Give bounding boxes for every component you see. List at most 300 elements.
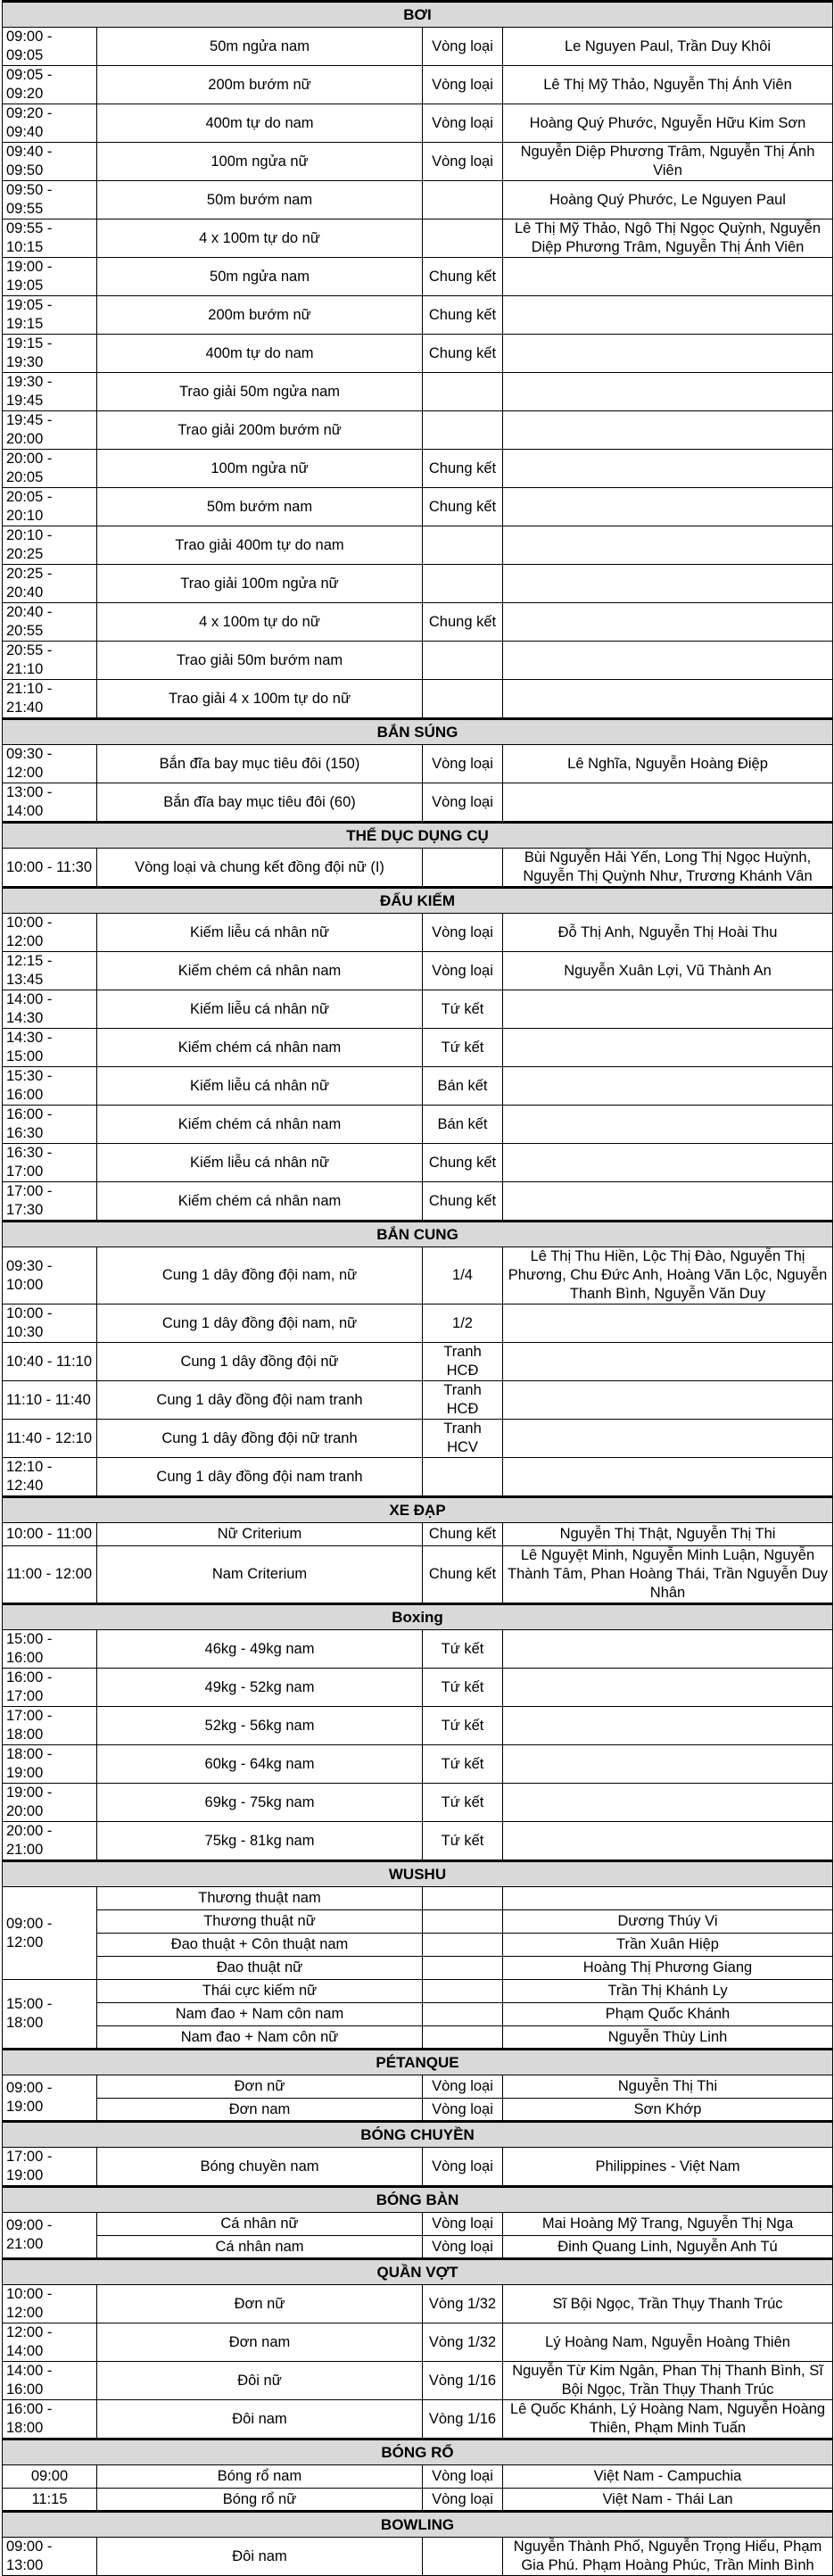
schedule-row: [3, 219, 833, 258]
round-cell: [423, 1458, 503, 1497]
schedule-row: [3, 2489, 833, 2512]
time-cell: 19:05 - 19:15: [3, 296, 97, 335]
round-cell: [423, 1910, 503, 1934]
event-cell: Trao giải 50m bướm nam: [97, 642, 423, 680]
time-cell: 09:00 - 12:00: [3, 1887, 97, 1980]
event-cell: Đơn nữ: [97, 2285, 423, 2323]
round-cell: Vòng loại: [423, 2099, 503, 2122]
schedule-row: [3, 914, 833, 952]
round-cell: Chung kết: [423, 488, 503, 526]
round-cell: [423, 2003, 503, 2026]
section-header: [3, 2259, 833, 2285]
athletes-cell: [503, 1420, 833, 1458]
athletes-cell: [503, 1707, 833, 1745]
round-cell: Chung kết: [423, 1182, 503, 1222]
time-cell: 09:00 - 13:00: [3, 2538, 97, 2576]
athletes-cell: [503, 488, 833, 526]
time-cell: 20:40 - 20:55: [3, 603, 97, 642]
round-cell: [423, 219, 503, 258]
schedule-row: [3, 143, 833, 181]
event-cell: Bóng rổ nữ: [97, 2489, 423, 2512]
round-cell: Chung kết: [423, 296, 503, 335]
event-cell: 49kg - 52kg nam: [97, 1669, 423, 1707]
athletes-cell: [503, 1630, 833, 1669]
event-cell: Vòng loại và chung kết đồng đội nữ (I): [97, 849, 423, 888]
schedule-row: [3, 2285, 833, 2323]
time-cell: 19:00 - 19:05: [3, 258, 97, 296]
event-cell: Kiếm chém cá nhân nam: [97, 952, 423, 990]
round-cell: Tứ kết: [423, 1822, 503, 1861]
event-cell: Cá nhân nam: [97, 2236, 423, 2259]
athletes-cell: Le Nguyen Paul, Trần Duy Khôi: [503, 28, 833, 66]
event-cell: 75kg - 81kg nam: [97, 1822, 423, 1861]
event-cell: Thái cực kiếm nữ: [97, 1980, 423, 2003]
athletes-cell: Lê Thị Thu Hiền, Lộc Thị Đào, Nguyễn Thị Phương, Chu Đức Anh, Hoàng Văn Lộc, Nguyễn Thanh Bình, Nguyễn Văn Duy: [503, 1247, 833, 1305]
round-cell: Tứ kết: [423, 990, 503, 1029]
schedule-row: [3, 2003, 833, 2026]
time-cell: 09:00 - 19:00: [3, 2075, 97, 2122]
time-cell: 14:30 - 15:00: [3, 1029, 97, 1067]
section-header: [3, 888, 833, 914]
athletes-cell: Nguyễn Thành Phố, Nguyễn Trọng Hiếu, Phạm Gia Phú. Phạm Hoàng Phúc, Trần Minh Bình: [503, 2538, 833, 2576]
time-cell: 19:15 - 19:30: [3, 335, 97, 373]
time-cell: 11:15: [3, 2489, 97, 2512]
schedule-row: [3, 1343, 833, 1381]
schedule-row: [3, 1980, 833, 2003]
event-cell: Nam Criterium: [97, 1546, 423, 1604]
athletes-cell: Đinh Quang Linh, Nguyễn Anh Tú: [503, 2236, 833, 2259]
round-cell: Vòng loại: [423, 104, 503, 143]
schedule-row: [3, 1669, 833, 1707]
time-cell: 20:00 - 20:05: [3, 450, 97, 488]
athletes-cell: [503, 1343, 833, 1381]
round-cell: Vòng loại: [423, 2236, 503, 2259]
event-cell: Đơn nữ: [97, 2075, 423, 2099]
schedule-row: [3, 411, 833, 450]
athletes-cell: Nguyễn Từ Kim Ngân, Phan Thị Thanh Bình, Sĩ Bội Ngọc, Trần Thụy Thanh Trúc: [503, 2362, 833, 2400]
schedule-row: [3, 680, 833, 719]
round-cell: Vòng loại: [423, 2489, 503, 2512]
athletes-cell: [503, 258, 833, 296]
time-cell: 16:00 - 16:30: [3, 1106, 97, 1144]
round-cell: Bán kết: [423, 1067, 503, 1106]
section-title: QUẦN VỢT: [3, 2259, 833, 2285]
round-cell: [423, 2538, 503, 2576]
athletes-cell: Hoàng Quý Phước, Le Nguyen Paul: [503, 181, 833, 219]
round-cell: Vòng 1/32: [423, 2285, 503, 2323]
event-cell: Cung 1 dây đồng đội nam, nữ: [97, 1305, 423, 1343]
schedule-row: [3, 335, 833, 373]
time-cell: 21:10 - 21:40: [3, 680, 97, 719]
schedule-row: [3, 488, 833, 526]
schedule-row: [3, 1957, 833, 1980]
schedule-row: [3, 1630, 833, 1669]
round-cell: Tứ kết: [423, 1707, 503, 1745]
round-cell: Vòng loại: [423, 2465, 503, 2489]
event-cell: Kiếm liễu cá nhân nữ: [97, 914, 423, 952]
schedule-row: [3, 1029, 833, 1067]
section-title: BÓNG RỔ: [3, 2439, 833, 2465]
section-header: [3, 1222, 833, 1247]
athletes-cell: Hoàng Quý Phước, Nguyễn Hữu Kim Sơn: [503, 104, 833, 143]
time-cell: 14:00 - 16:00: [3, 2362, 97, 2400]
round-cell: [423, 849, 503, 888]
schedule-row: [3, 990, 833, 1029]
event-cell: Bắn đĩa bay mục tiêu đôi (60): [97, 783, 423, 823]
athletes-cell: [503, 1067, 833, 1106]
schedule-row: [3, 2075, 833, 2099]
time-cell: 13:00 - 14:00: [3, 783, 97, 823]
schedule-row: [3, 1707, 833, 1745]
schedule-row: [3, 1067, 833, 1106]
round-cell: Vòng 1/32: [423, 2323, 503, 2362]
event-cell: Đôi nam: [97, 2400, 423, 2439]
event-cell: Kiếm liễu cá nhân nữ: [97, 990, 423, 1029]
time-cell: 10:00 - 10:30: [3, 1305, 97, 1343]
athletes-cell: Sơn Khớp: [503, 2099, 833, 2122]
time-cell: 12:00 - 14:00: [3, 2323, 97, 2362]
athletes-cell: Philippines - Việt Nam: [503, 2148, 833, 2187]
round-cell: Tứ kết: [423, 1630, 503, 1669]
event-cell: 50m ngửa nam: [97, 258, 423, 296]
event-cell: Đôi nam: [97, 2538, 423, 2576]
event-cell: Nam đao + Nam côn nam: [97, 2003, 423, 2026]
round-cell: [423, 373, 503, 411]
athletes-cell: [503, 335, 833, 373]
schedule-row: [3, 2538, 833, 2576]
time-cell: 09:40 - 09:50: [3, 143, 97, 181]
schedule-row: [3, 1106, 833, 1144]
time-cell: 09:50 - 09:55: [3, 181, 97, 219]
time-cell: 19:45 - 20:00: [3, 411, 97, 450]
schedule-row: [3, 565, 833, 603]
athletes-cell: [503, 783, 833, 823]
athletes-cell: [503, 1029, 833, 1067]
athletes-cell: Trần Xuân Hiệp: [503, 1934, 833, 1957]
event-cell: 4 x 100m tự do nữ: [97, 219, 423, 258]
athletes-cell: Dương Thúy Vi: [503, 1910, 833, 1934]
time-cell: 12:15 - 13:45: [3, 952, 97, 990]
time-cell: 09:00 - 21:00: [3, 2213, 97, 2259]
athletes-cell: [503, 1745, 833, 1784]
section-title: BOWLING: [3, 2512, 833, 2538]
round-cell: 1/2: [423, 1305, 503, 1343]
event-cell: Kiếm chém cá nhân nam: [97, 1029, 423, 1067]
event-cell: 50m bướm nam: [97, 488, 423, 526]
round-cell: Vòng loại: [423, 914, 503, 952]
event-cell: Cung 1 dây đồng đội nam tranh: [97, 1458, 423, 1497]
athletes-cell: [503, 1144, 833, 1182]
event-cell: Trao giải 200m bướm nữ: [97, 411, 423, 450]
round-cell: Vòng loại: [423, 2148, 503, 2187]
round-cell: Tranh HCĐ: [423, 1343, 503, 1381]
athletes-cell: [503, 1381, 833, 1420]
time-cell: 11:40 - 12:10: [3, 1420, 97, 1458]
schedule-row: [3, 2099, 833, 2122]
athletes-cell: Nguyễn Diệp Phương Trâm, Nguyễn Thị Ánh Viên: [503, 143, 833, 181]
event-cell: 69kg - 75kg nam: [97, 1784, 423, 1822]
event-cell: 4 x 100m tự do nữ: [97, 603, 423, 642]
athletes-cell: [503, 296, 833, 335]
athletes-cell: Lý Hoàng Nam, Nguyễn Hoàng Thiên: [503, 2323, 833, 2362]
schedule-row: [3, 450, 833, 488]
section-title: BÓNG BÀN: [3, 2187, 833, 2213]
schedule-row: [3, 1887, 833, 1910]
time-cell: 19:30 - 19:45: [3, 373, 97, 411]
round-cell: Vòng loại: [423, 745, 503, 783]
round-cell: Tranh HCV: [423, 1420, 503, 1458]
time-cell: 09:55 - 10:15: [3, 219, 97, 258]
athletes-cell: [503, 642, 833, 680]
schedule-row: [3, 1305, 833, 1343]
athletes-cell: [503, 411, 833, 450]
time-cell: 10:00 - 12:00: [3, 914, 97, 952]
round-cell: Vòng loại: [423, 952, 503, 990]
schedule-row: [3, 373, 833, 411]
time-cell: 17:00 - 18:00: [3, 1707, 97, 1745]
section-title: WUSHU: [3, 1861, 833, 1887]
time-cell: 15:00 - 18:00: [3, 1980, 97, 2050]
athletes-cell: [503, 1458, 833, 1497]
round-cell: [423, 565, 503, 603]
schedule-row: [3, 1910, 833, 1934]
schedule-row: [3, 258, 833, 296]
schedule-row: [3, 2323, 833, 2362]
section-title: THỂ DỤC DỤNG CỤ: [3, 823, 833, 849]
athletes-cell: Bùi Nguyễn Hải Yến, Long Thị Ngọc Huỳnh, Nguyễn Thị Quỳnh Như, Trương Khánh Vân: [503, 849, 833, 888]
athletes-cell: [503, 1305, 833, 1343]
section-header: [3, 2, 833, 28]
event-cell: 50m bướm nam: [97, 181, 423, 219]
time-cell: 11:00 - 12:00: [3, 1546, 97, 1604]
round-cell: Tứ kết: [423, 1745, 503, 1784]
round-cell: Bán kết: [423, 1106, 503, 1144]
section-title: BƠI: [3, 2, 833, 28]
time-cell: 16:00 - 18:00: [3, 2400, 97, 2439]
event-cell: Kiếm chém cá nhân nam: [97, 1182, 423, 1222]
time-cell: 12:10 - 12:40: [3, 1458, 97, 1497]
event-cell: Cung 1 dây đồng đội nam tranh: [97, 1381, 423, 1420]
schedule-row: [3, 104, 833, 143]
event-cell: Bắn đĩa bay mục tiêu đôi (150): [97, 745, 423, 783]
round-cell: Chung kết: [423, 258, 503, 296]
schedule-row: [3, 1784, 833, 1822]
schedule-row: [3, 66, 833, 104]
time-cell: 09:30 - 10:00: [3, 1247, 97, 1305]
event-cell: Cung 1 dây đồng đội nam, nữ: [97, 1247, 423, 1305]
section-title: Boxing: [3, 1604, 833, 1630]
schedule-row: [3, 952, 833, 990]
round-cell: [423, 526, 503, 565]
time-cell: 10:40 - 11:10: [3, 1343, 97, 1381]
round-cell: Vòng 1/16: [423, 2400, 503, 2439]
schedule-row: [3, 1458, 833, 1497]
round-cell: [423, 411, 503, 450]
event-cell: 400m tự do nam: [97, 104, 423, 143]
event-cell: 100m ngửa nữ: [97, 143, 423, 181]
athletes-cell: Hoàng Thị Phương Giang: [503, 1957, 833, 1980]
event-cell: 400m tự do nam: [97, 335, 423, 373]
round-cell: Chung kết: [423, 1144, 503, 1182]
section-header: [3, 2122, 833, 2148]
event-cell: Trao giải 100m ngửa nữ: [97, 565, 423, 603]
round-cell: Tứ kết: [423, 1784, 503, 1822]
schedule-row: [3, 2400, 833, 2439]
time-cell: 17:00 - 19:00: [3, 2148, 97, 2187]
event-cell: Nữ Criterium: [97, 1523, 423, 1546]
event-cell: 200m bướm nữ: [97, 66, 423, 104]
event-cell: Cung 1 dây đồng đội nữ tranh: [97, 1420, 423, 1458]
time-cell: 10:00 - 11:00: [3, 1523, 97, 1546]
time-cell: 09:00 - 09:05: [3, 28, 97, 66]
schedule-row: [3, 1420, 833, 1458]
time-cell: 09:30 - 12:00: [3, 745, 97, 783]
schedule-row: [3, 2362, 833, 2400]
schedule-row: [3, 1523, 833, 1546]
round-cell: Vòng loại: [423, 783, 503, 823]
event-cell: 200m bướm nữ: [97, 296, 423, 335]
section-header: [3, 2439, 833, 2465]
athletes-cell: Phạm Quốc Khánh: [503, 2003, 833, 2026]
section-title: BẮN CUNG: [3, 1222, 833, 1247]
schedule-row: [3, 1745, 833, 1784]
athletes-cell: Nguyễn Thị Thi: [503, 2075, 833, 2099]
time-cell: 16:00 - 17:00: [3, 1669, 97, 1707]
round-cell: Vòng loại: [423, 28, 503, 66]
round-cell: [423, 1957, 503, 1980]
event-cell: Kiếm liễu cá nhân nữ: [97, 1067, 423, 1106]
athletes-cell: [503, 680, 833, 719]
round-cell: Tứ kết: [423, 1669, 503, 1707]
round-cell: 1/4: [423, 1247, 503, 1305]
athletes-cell: Lê Thị Mỹ Thảo, Ngô Thị Ngọc Quỳnh, Nguyễn Diệp Phương Trâm, Nguyễn Thị Ánh Viên: [503, 219, 833, 258]
event-cell: Trao giải 4 x 100m tự do nữ: [97, 680, 423, 719]
athletes-cell: [503, 1784, 833, 1822]
time-cell: 20:00 - 21:00: [3, 1822, 97, 1861]
round-cell: Vòng loại: [423, 2075, 503, 2099]
schedule-row: [3, 2236, 833, 2259]
time-cell: 20:10 - 20:25: [3, 526, 97, 565]
schedule-row: [3, 603, 833, 642]
section-header: [3, 1861, 833, 1887]
event-cell: 52kg - 56kg nam: [97, 1707, 423, 1745]
round-cell: Chung kết: [423, 1546, 503, 1604]
athletes-cell: Lê Nghĩa, Nguyễn Hoàng Điệp: [503, 745, 833, 783]
section-title: PÉTANQUE: [3, 2050, 833, 2075]
round-cell: Tứ kết: [423, 1029, 503, 1067]
athletes-cell: [503, 565, 833, 603]
section-header: [3, 1604, 833, 1630]
athletes-cell: Sĩ Bội Ngọc, Trần Thụy Thanh Trúc: [503, 2285, 833, 2323]
athletes-cell: [503, 1182, 833, 1222]
time-cell: 11:10 - 11:40: [3, 1381, 97, 1420]
athletes-cell: [503, 450, 833, 488]
round-cell: [423, 680, 503, 719]
section-title: BÓNG CHUYỀN: [3, 2122, 833, 2148]
round-cell: Vòng 1/16: [423, 2362, 503, 2400]
time-cell: 14:00 - 14:30: [3, 990, 97, 1029]
athletes-cell: Nguyễn Thùy Linh: [503, 2026, 833, 2050]
round-cell: [423, 1980, 503, 2003]
schedule-row: [3, 1934, 833, 1957]
event-cell: Bóng chuyền nam: [97, 2148, 423, 2187]
round-cell: Vòng loại: [423, 2213, 503, 2236]
athletes-cell: [503, 1887, 833, 1910]
event-cell: Cá nhân nữ: [97, 2213, 423, 2236]
schedule-body: [3, 2, 833, 2576]
section-title: BẮN SÚNG: [3, 719, 833, 745]
time-cell: 09:05 - 09:20: [3, 66, 97, 104]
schedule-row: [3, 28, 833, 66]
section-header: [3, 719, 833, 745]
schedule-row: [3, 1822, 833, 1861]
event-cell: Đơn nam: [97, 2323, 423, 2362]
section-title: XE ĐẠP: [3, 1497, 833, 1523]
section-header: [3, 2050, 833, 2075]
time-cell: 18:00 - 19:00: [3, 1745, 97, 1784]
event-cell: Bóng rổ nam: [97, 2465, 423, 2489]
schedule-row: [3, 783, 833, 823]
section-header: [3, 2187, 833, 2213]
schedule-row: [3, 2026, 833, 2050]
athletes-cell: Lê Quốc Khánh, Lý Hoàng Nam, Nguyễn Hoàng Thiên, Phạm Minh Tuấn: [503, 2400, 833, 2439]
event-cell: Cung 1 dây đồng đội nữ: [97, 1343, 423, 1381]
round-cell: Chung kết: [423, 335, 503, 373]
athletes-cell: Lê Thị Mỹ Thảo, Nguyễn Thị Ánh Viên: [503, 66, 833, 104]
time-cell: 10:00 - 11:30: [3, 849, 97, 888]
round-cell: Vòng loại: [423, 143, 503, 181]
schedule-row: [3, 296, 833, 335]
schedule-row: [3, 1546, 833, 1604]
athletes-cell: Đỗ Thị Anh, Nguyễn Thị Hoài Thu: [503, 914, 833, 952]
time-cell: 10:00 - 12:00: [3, 2285, 97, 2323]
athletes-cell: Việt Nam - Campuchia: [503, 2465, 833, 2489]
time-cell: 19:00 - 20:00: [3, 1784, 97, 1822]
athletes-cell: Nguyễn Thị Thật, Nguyễn Thị Thi: [503, 1523, 833, 1546]
round-cell: [423, 181, 503, 219]
round-cell: Vòng loại: [423, 66, 503, 104]
athletes-cell: [503, 990, 833, 1029]
athletes-cell: Trần Thị Khánh Ly: [503, 1980, 833, 2003]
section-header: [3, 823, 833, 849]
section-header: [3, 1497, 833, 1523]
schedule-row: [3, 849, 833, 888]
event-cell: 46kg - 49kg nam: [97, 1630, 423, 1669]
schedule-row: [3, 526, 833, 565]
event-cell: Thương thuật nam: [97, 1887, 423, 1910]
event-cell: Đôi nữ: [97, 2362, 423, 2400]
schedule-row: [3, 1182, 833, 1222]
event-cell: 60kg - 64kg nam: [97, 1745, 423, 1784]
event-cell: Đao thuật + Côn thuật nam: [97, 1934, 423, 1957]
event-cell: Kiếm chém cá nhân nam: [97, 1106, 423, 1144]
schedule-row: [3, 1144, 833, 1182]
event-cell: Đao thuật nữ: [97, 1957, 423, 1980]
time-cell: 15:30 - 16:00: [3, 1067, 97, 1106]
schedule-row: [3, 2213, 833, 2236]
schedule-table: [2, 0, 833, 2576]
athletes-cell: [503, 1669, 833, 1707]
athletes-cell: Mai Hoàng Mỹ Trang, Nguyễn Thị Nga: [503, 2213, 833, 2236]
round-cell: Chung kết: [423, 603, 503, 642]
schedule-row: [3, 181, 833, 219]
event-cell: Nam đao + Nam côn nữ: [97, 2026, 423, 2050]
time-cell: 15:00 - 16:00: [3, 1630, 97, 1669]
schedule-row: [3, 745, 833, 783]
event-cell: Thương thuật nữ: [97, 1910, 423, 1934]
event-cell: Trao giải 400m tự do nam: [97, 526, 423, 565]
athletes-cell: Lê Nguyệt Minh, Nguyễn Minh Luận, Nguyễn Thành Tâm, Phan Hoàng Thái, Trần Nguyễn Duy Nhân: [503, 1546, 833, 1604]
